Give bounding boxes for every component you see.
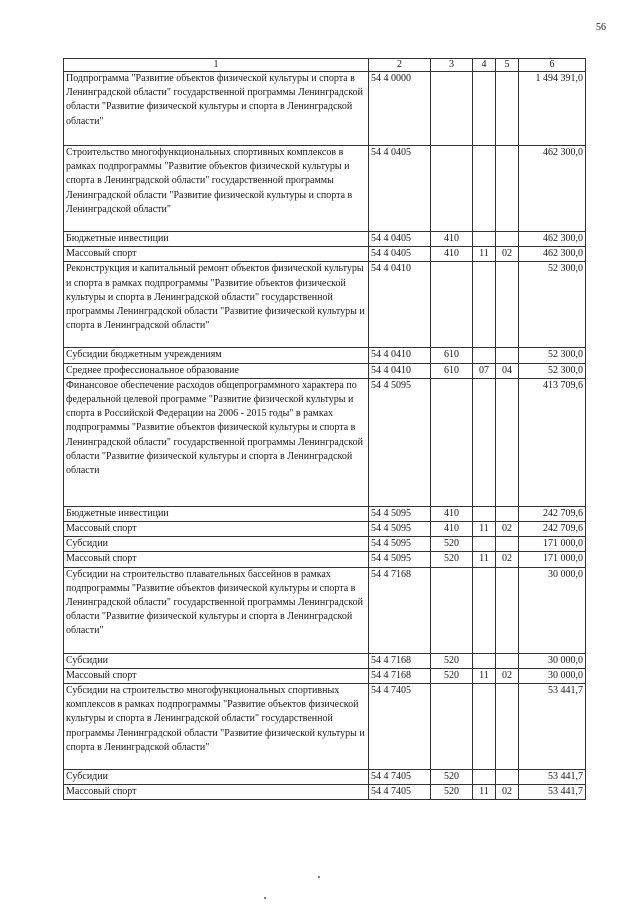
- cell-sum: 171 000,0: [519, 552, 586, 567]
- cell-name: Строительство многофункциональных спортивных комплексов в рамках подпрограммы "Развитие объектов физической культуры и спорта в Ленинградской области" государственной программы Ленинградской области "Развитие физической культуры и спорта в Ленинградской области": [64, 146, 369, 232]
- cell-pr: 04: [496, 363, 519, 378]
- cell-csr: 54 4 7405: [369, 785, 431, 800]
- cell-csr: 54 4 0405: [369, 247, 431, 262]
- cell-vr: 520: [431, 552, 473, 567]
- cell-name: Финансовое обеспечение расходов общепрограммного характера по федеральной целевой программе "Развитие физической культуры и спорта в Российской Федерации на 2006 - 2015 годы" в рамках подпрограммы "Развитие объектов физической культуры и спорта в Ленинградской области" государственной программы Ленинградской области "Развитие физической культуры и спорта в Ленинградской области: [64, 378, 369, 506]
- cell-name: Подпрограмма "Развитие объектов физической культуры и спорта в Ленинградской области" государственной программы Ленинградской области "Развитие физической культуры и спорта в Ленинградской области": [64, 72, 369, 146]
- cell-pr: [496, 146, 519, 232]
- cell-sum: 462 300,0: [519, 247, 586, 262]
- cell-pr: 02: [496, 668, 519, 683]
- table-row: [64, 537, 586, 552]
- cell-sum: 1 494 391,0: [519, 72, 586, 146]
- cell-sum: 413 709,6: [519, 378, 586, 506]
- cell-rz: 11: [473, 785, 496, 800]
- cell-csr: 54 4 7168: [369, 567, 431, 653]
- cell-csr: 54 4 0410: [369, 348, 431, 363]
- column-number: 3: [431, 59, 473, 72]
- cell-vr: [431, 378, 473, 506]
- cell-pr: [496, 72, 519, 146]
- cell-csr: 54 4 7405: [369, 684, 431, 770]
- cell-vr: 610: [431, 363, 473, 378]
- cell-csr: 54 4 7168: [369, 653, 431, 668]
- cell-rz: [473, 72, 496, 146]
- cell-vr: 610: [431, 348, 473, 363]
- cell-rz: 11: [473, 522, 496, 537]
- budget-rows: [64, 72, 586, 800]
- cell-rz: 11: [473, 552, 496, 567]
- scan-speck: [264, 897, 266, 899]
- table-row: [64, 378, 586, 506]
- cell-pr: [496, 653, 519, 668]
- cell-name: Массовый спорт: [64, 552, 369, 567]
- cell-pr: [496, 567, 519, 653]
- cell-rz: 11: [473, 247, 496, 262]
- cell-csr: 54 4 0410: [369, 262, 431, 348]
- cell-pr: [496, 262, 519, 348]
- cell-sum: 30 000,0: [519, 567, 586, 653]
- cell-pr: 02: [496, 247, 519, 262]
- table-row: [64, 552, 586, 567]
- cell-csr: 54 4 5095: [369, 537, 431, 552]
- cell-sum: 242 709,6: [519, 522, 586, 537]
- cell-vr: 410: [431, 232, 473, 247]
- cell-rz: [473, 653, 496, 668]
- column-number: 6: [519, 59, 586, 72]
- cell-pr: [496, 348, 519, 363]
- cell-sum: 53 441,7: [519, 770, 586, 785]
- table-row: [64, 146, 586, 232]
- cell-name: Массовый спорт: [64, 247, 369, 262]
- cell-name: Массовый спорт: [64, 522, 369, 537]
- cell-sum: 52 300,0: [519, 262, 586, 348]
- cell-sum: 462 300,0: [519, 146, 586, 232]
- cell-csr: 54 4 7405: [369, 770, 431, 785]
- table-row: [64, 506, 586, 521]
- cell-vr: 520: [431, 785, 473, 800]
- cell-name: Субсидии на строительство многофункциональных спортивных комплексов в рамках подпрограммы "Развитие объектов физической культуры и спорта в Ленинградской области" государственной программы Ленинградской области "Развитие физической культуры и спорта в Ленинградской области": [64, 684, 369, 770]
- budget-table: [63, 58, 586, 800]
- column-number-row: [64, 59, 586, 72]
- cell-csr: 54 4 5095: [369, 378, 431, 506]
- cell-rz: [473, 146, 496, 232]
- table-row: [64, 567, 586, 653]
- table-row: [64, 363, 586, 378]
- table-row: [64, 262, 586, 348]
- page-number: 56: [596, 22, 606, 33]
- cell-vr: [431, 567, 473, 653]
- cell-sum: 52 300,0: [519, 348, 586, 363]
- cell-rz: [473, 537, 496, 552]
- column-number: 5: [496, 59, 519, 72]
- cell-name: Субсидии бюджетным учреждениям: [64, 348, 369, 363]
- cell-rz: [473, 348, 496, 363]
- cell-name: Бюджетные инвестиции: [64, 506, 369, 521]
- cell-vr: [431, 72, 473, 146]
- cell-rz: [473, 378, 496, 506]
- cell-sum: 53 441,7: [519, 785, 586, 800]
- cell-pr: [496, 537, 519, 552]
- cell-sum: 242 709,6: [519, 506, 586, 521]
- cell-name: Субсидии на строительство плавательных бассейнов в рамках подпрограммы "Развитие объектов физической культуры и спорта в Ленинградской области" государственной программы Ленинградской области "Развитие физической культуры и спорта в Ленинградской области": [64, 567, 369, 653]
- cell-rz: 07: [473, 363, 496, 378]
- cell-csr: 54 4 7168: [369, 668, 431, 683]
- cell-csr: 54 4 0410: [369, 363, 431, 378]
- cell-pr: [496, 232, 519, 247]
- cell-rz: [473, 770, 496, 785]
- cell-name: Субсидии: [64, 653, 369, 668]
- cell-pr: [496, 770, 519, 785]
- cell-sum: 53 441,7: [519, 684, 586, 770]
- table-row: [64, 348, 586, 363]
- table-row: [64, 522, 586, 537]
- cell-pr: 02: [496, 552, 519, 567]
- cell-rz: [473, 684, 496, 770]
- cell-name: Массовый спорт: [64, 785, 369, 800]
- cell-name: Реконструкция и капитальный ремонт объектов физической культуры и спорта в рамках подпрограммы "Развитие объектов физической культуры и спорта в Ленинградской области" государственной программы Ленинградской области "Развитие физической культуры и спорта в Ленинградской области": [64, 262, 369, 348]
- cell-sum: 171 000,0: [519, 537, 586, 552]
- cell-rz: [473, 567, 496, 653]
- cell-vr: 410: [431, 247, 473, 262]
- column-number: 2: [369, 59, 431, 72]
- cell-name: Массовый спорт: [64, 668, 369, 683]
- cell-rz: 11: [473, 668, 496, 683]
- cell-pr: [496, 684, 519, 770]
- cell-pr: 02: [496, 522, 519, 537]
- cell-sum: 462 300,0: [519, 232, 586, 247]
- cell-rz: [473, 506, 496, 521]
- cell-csr: 54 4 0405: [369, 232, 431, 247]
- cell-vr: 410: [431, 522, 473, 537]
- cell-vr: 520: [431, 668, 473, 683]
- cell-csr: 54 4 5095: [369, 506, 431, 521]
- cell-vr: [431, 684, 473, 770]
- table-row: [64, 770, 586, 785]
- table-row: [64, 72, 586, 146]
- table-row: [64, 232, 586, 247]
- cell-sum: 30 000,0: [519, 668, 586, 683]
- cell-pr: [496, 378, 519, 506]
- cell-name: Бюджетные инвестиции: [64, 232, 369, 247]
- table-row: [64, 785, 586, 800]
- cell-rz: [473, 262, 496, 348]
- cell-csr: 54 4 0405: [369, 146, 431, 232]
- cell-vr: [431, 262, 473, 348]
- cell-vr: 520: [431, 770, 473, 785]
- scan-speck: [318, 876, 320, 878]
- table-row: [64, 247, 586, 262]
- cell-pr: 02: [496, 785, 519, 800]
- cell-pr: [496, 506, 519, 521]
- cell-csr: 54 4 0000: [369, 72, 431, 146]
- table-row: [64, 684, 586, 770]
- cell-vr: 520: [431, 653, 473, 668]
- cell-sum: 52 300,0: [519, 363, 586, 378]
- cell-rz: [473, 232, 496, 247]
- column-number: 1: [64, 59, 369, 72]
- column-number: 4: [473, 59, 496, 72]
- cell-csr: 54 4 5095: [369, 552, 431, 567]
- cell-name: Среднее профессиональное образование: [64, 363, 369, 378]
- cell-sum: 30 000,0: [519, 653, 586, 668]
- cell-vr: 410: [431, 506, 473, 521]
- cell-vr: [431, 146, 473, 232]
- cell-csr: 54 4 5095: [369, 522, 431, 537]
- table-row: [64, 653, 586, 668]
- cell-name: Субсидии: [64, 770, 369, 785]
- cell-vr: 520: [431, 537, 473, 552]
- table-row: [64, 668, 586, 683]
- cell-name: Субсидии: [64, 537, 369, 552]
